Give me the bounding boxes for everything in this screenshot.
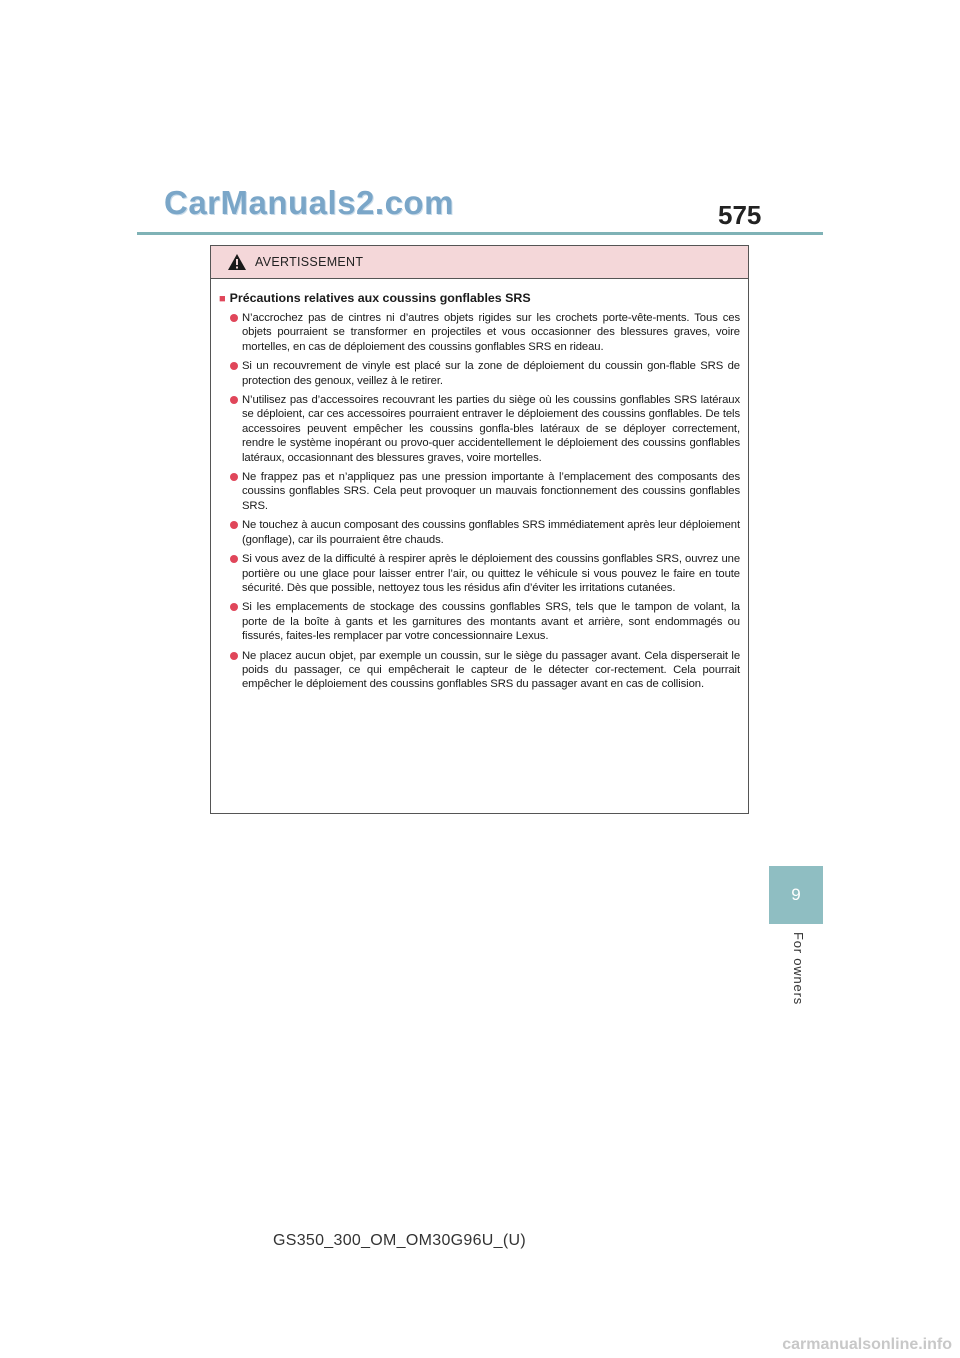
round-bullet-icon bbox=[230, 396, 238, 404]
list-item-text: N’accrochez pas de cintres ni d’autres objets rigides sur les crochets porte-vête-ments. Tous ces objets pourraient se transformer en projectiles et vous occasionner des blessures graves, voire mortelles, en cas de déploiement des coussins gonflables SRS en rideau. bbox=[242, 312, 740, 353]
round-bullet-icon bbox=[230, 362, 238, 370]
list-item-text: N’utilisez pas d’accessoires recouvrant les parties du siège où les coussins gonflables SRS latéraux se déploient, car ces accessoires pourraient entraver le déploiement des coussins gonflables. De tels accessoires peuvent empêcher les coussins gonfla-bles latéraux de se déployer correctement, rendre le système inopérant ou provo-quer accidentellement le déploiement des coussins gonflables latéraux, occasionnant des blessures graves, voire mortelles. bbox=[242, 394, 740, 464]
footer-watermark[interactable]: carmanualsonline.info bbox=[782, 1336, 952, 1353]
warning-body bbox=[211, 279, 748, 692]
list-item bbox=[219, 311, 740, 354]
round-bullet-icon bbox=[230, 473, 238, 481]
list-item-text: Ne placez aucun objet, par exemple un coussin, sur le siège du passager avant. Cela disperserait le poids du passager, ce qui empêcherait le capteur de le détecter cor-rectement. Cela pourrait empêcher le déploiement des coussins gonflables SRS du passager avant en cas de collision. bbox=[242, 649, 740, 691]
warning-triangle-icon bbox=[227, 253, 247, 271]
document-code: GS350_300_OM_OM30G96U_(U) bbox=[273, 1232, 526, 1249]
list-item bbox=[219, 518, 740, 547]
chapter-tab[interactable]: 9 bbox=[769, 866, 823, 924]
list-item bbox=[219, 470, 740, 513]
site-logo[interactable]: CarManuals2.com bbox=[164, 184, 454, 221]
warning-title: AVERTISSEMENT bbox=[255, 255, 364, 269]
round-bullet-icon bbox=[230, 521, 238, 529]
list-item bbox=[219, 393, 740, 465]
page-number: 575 bbox=[718, 200, 762, 230]
list-item-text: Ne frappez pas et n’appliquez pas une pression importante à l’emplacement des composants des coussins gonflables SRS. Cela peut provoquer un mauvais fonctionnement des coussins gonflables SRS. bbox=[242, 471, 740, 512]
list-item-text: Ne touchez à aucun composant des coussins gonflables SRS immédiatement après leur déploiement (gonflage), car ils pourraient être chauds. bbox=[242, 519, 740, 546]
chapter-label: For owners bbox=[791, 932, 806, 1006]
list-item-text: Si vous avez de la difficulté à respirer après le déploiement des coussins gonflables SRS, ouvrez une portière ou une glace pour laisser entrer l’air, ou quittez le véhicule si vous pouvez le faire en toute sécurité. Dès que possible, nettoyez tous les résidus afin d’éviter les irritations cutanées. bbox=[242, 553, 740, 594]
header-divider bbox=[137, 232, 823, 235]
round-bullet-icon bbox=[230, 603, 238, 611]
warning-box bbox=[210, 245, 749, 814]
list-item bbox=[219, 359, 740, 388]
list-item bbox=[219, 649, 740, 692]
square-bullet-icon: ■ bbox=[219, 293, 226, 305]
round-bullet-icon bbox=[230, 555, 238, 563]
list-item-text: Si un recouvrement de vinyle est placé sur la zone de déploiement du coussin gon-flable SRS de protection des genoux, veillez à le retirer. bbox=[242, 360, 740, 387]
list-item-text: Si les emplacements de stockage des coussins gonflables SRS, tels que le tampon de volant, la porte de la boîte à gants et les garnitures des montants avant et arrière, sont endommagés ou fissurés, faites-les remplacer par votre concessionnaire Lexus. bbox=[242, 601, 740, 643]
round-bullet-icon bbox=[230, 652, 238, 660]
section-heading bbox=[219, 290, 740, 307]
section-heading-text: Précautions relatives aux coussins gonflables SRS bbox=[229, 291, 531, 305]
warning-header bbox=[211, 246, 748, 279]
list-item bbox=[219, 552, 740, 595]
list-item bbox=[219, 600, 740, 643]
round-bullet-icon bbox=[230, 314, 238, 322]
